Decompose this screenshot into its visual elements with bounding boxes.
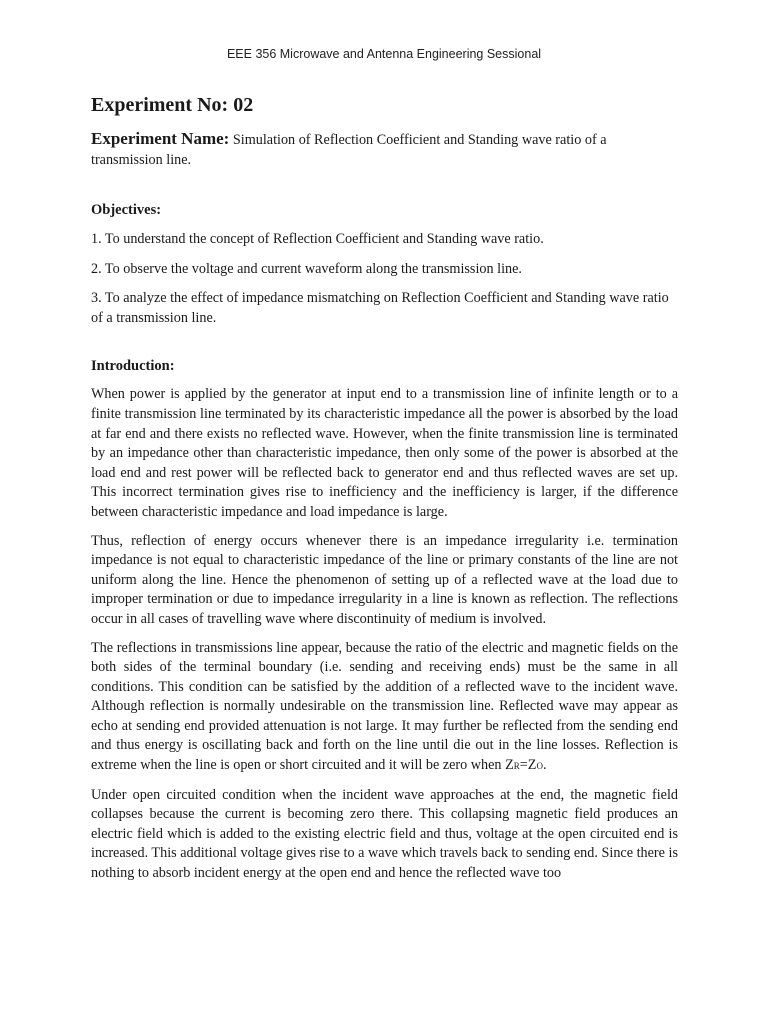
running-header: EEE 356 Microwave and Antenna Engineering Sessional (226, 47, 542, 61)
objective-item: 3. To analyze the effect of impedance mismatching on Reflection Coefficient and Standing wave ratio of a transmission line. (91, 290, 669, 326)
document-body (91, 93, 678, 884)
experiment-name-text: Simulation of Reflection Coefficient and Standing wave ratio of a transmission line. (91, 132, 607, 168)
intro-paragraph: Under open circuited condition when the incident wave approaches at the end, the magnetic field collapses because the current is becoming zero there. This collapsing magnetic field produces an electric field which is added to the existing electric field and thus, voltage at the open circuited end is increased. This additional voltage gives rise to a wave which travels back to sending end. Since there is nothing to absorb incident energy at the open end and hence the reflected wave too (91, 786, 678, 882)
experiment-name-label: Experiment Name: (91, 129, 230, 148)
intro-paragraph: When power is applied by the generator at input end to a transmission line of infinite length or to a finite transmission line terminated by its characteristic impedance all the power is absorbed by the load at far end and there exists no reflected wave. However, when the finite transmission line is terminated by an impedance other than characteristic impedance, then only some of the power is absorbed at the load end and rest power will be reflected back to generator end and thus reflected waves are set up. This incorrect termination gives rise to inefficiency and the inefficiency is larger, if the difference between characteristic impedance and load impedance is large. (91, 386, 678, 520)
experiment-number: Experiment No: 02 (91, 94, 254, 116)
intro-paragraph-text: The reflections in transmissions line appear, because the ratio of the electric and magnetic fields on the both sides of the terminal boundary (i.e. sending and receiving ends) must be the same in all conditions. This condition can be satisfied by the addition of a reflected wave to the incident wave. Although reflection is normally undesirable on the transmission line. Reflected wave may appear as echo at sending end provided attenuation is not large. It may further be reflected from the sending end and thus energy is oscillating back and forth on the line until die out in the line losses. Reflection is extreme when the line is open or short circuited and it will be zero when (91, 639, 678, 774)
introduction-heading: Introduction: (91, 358, 175, 375)
objective-item: 2. To observe the voltage and current waveform along the transmission line. (91, 260, 522, 277)
intro-paragraph: Thus, reflection of energy occurs whenever there is an impedance irregularity i.e. termination impedance is not equal to characteristic impedance of the line or primary constants of the line are not uniform along the line. Hence the phenomenon of setting up of a reflected wave at the load due to improper termination or due to impedance irregularity in a line is known as reflection. The reflections occur in all cases of travelling wave where discontinuity of medium is involved. (91, 532, 678, 627)
intro-paragraph (91, 639, 678, 777)
objective-item: 1. To understand the concept of Reflection Coefficient and Standing wave ratio. (91, 231, 544, 247)
experiment-name (91, 129, 678, 170)
impedance-equation: ZR=ZO. (505, 757, 547, 774)
objectives-heading: Objectives: (91, 202, 162, 218)
